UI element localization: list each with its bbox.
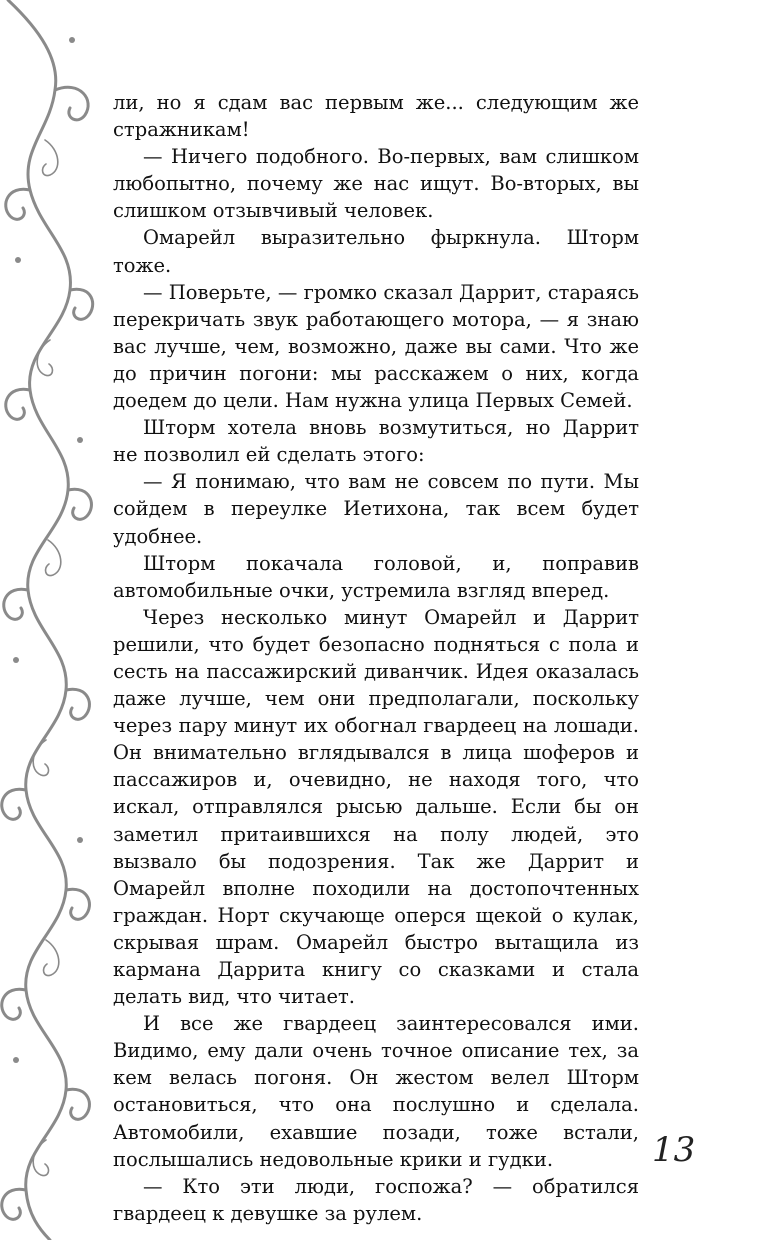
paragraph: — Поверьте, — громко сказал Даррит, стараясь перекричать звук работающего мотора, — я знаю вас лучше, чем, возможно, даже вы сами. Что же до причин погони: мы расскажем о них, когда доедем до цели. Нам нужна улица Первых Семей. bbox=[113, 280, 639, 413]
paragraph: Шторм покачала головой, и, поправив автомобильные очки, устремила взгляд вперед. bbox=[113, 551, 639, 602]
paragraph: — Кто эти люди, госпожа? — обратился гвардеец к девушке за рулем. bbox=[113, 1174, 639, 1225]
paragraph: Омарейл выразительно фыркнула. Шторм тоже. bbox=[113, 226, 639, 277]
paragraph: Шторм хотела вновь возмутиться, но Даррит не позволил ей сделать этого: bbox=[113, 416, 639, 467]
paragraph: ли, но я сдам вас первым же... следующим же стражникам! bbox=[113, 91, 639, 142]
paragraph: И все же гвардеец заинтересовался ими. Видимо, ему дали очень точное описание тех, за кем велась погоня. Он жестом велел Шторм остановиться, что она послушно и сделала. Автомобили, ехавшие позади, тоже встали, послышались недовольные крики и гудки. bbox=[113, 1012, 639, 1171]
paragraph: Через несколько минут Омарейл и Даррит решили, что будет безопасно подняться с пола и сесть на пассажирский диванчик. Идея оказалась даже лучше, чем они предполагали, поскольку через пару минут их обогнал гвардеец на лошади. Он внимательно вглядывался в лица шоферов и пассажиров и, очевидно, не находя того, что искал, отправлялся рысью дальше. Если бы он заметил притаившихся на полу людей, это вызвало бы подозрения. Так же Даррит и Омарейл вполне походили на достопочтенных граждан. Норт скучающе оперся щекой о кулак, скрывая шрам. Омарейл быстро вытащила из кармана Даррита книгу со сказками и стала делать вид, что читает. bbox=[113, 605, 639, 1009]
paragraph: — Я понимаю, что вам не совсем по пути. Мы сойдем в переулке Иетихона, так всем будет удобнее. bbox=[113, 470, 639, 548]
paragraph: — Ничего подобного. Во-первых, вам слишком любопытно, почему же нас ищут. Во-вторых, вы слишком отзывчивый человек. bbox=[113, 145, 639, 223]
book-page-text bbox=[113, 89, 639, 1227]
page-number: 13 bbox=[652, 1130, 696, 1170]
swirl-vine-ornament-icon bbox=[0, 0, 100, 1240]
